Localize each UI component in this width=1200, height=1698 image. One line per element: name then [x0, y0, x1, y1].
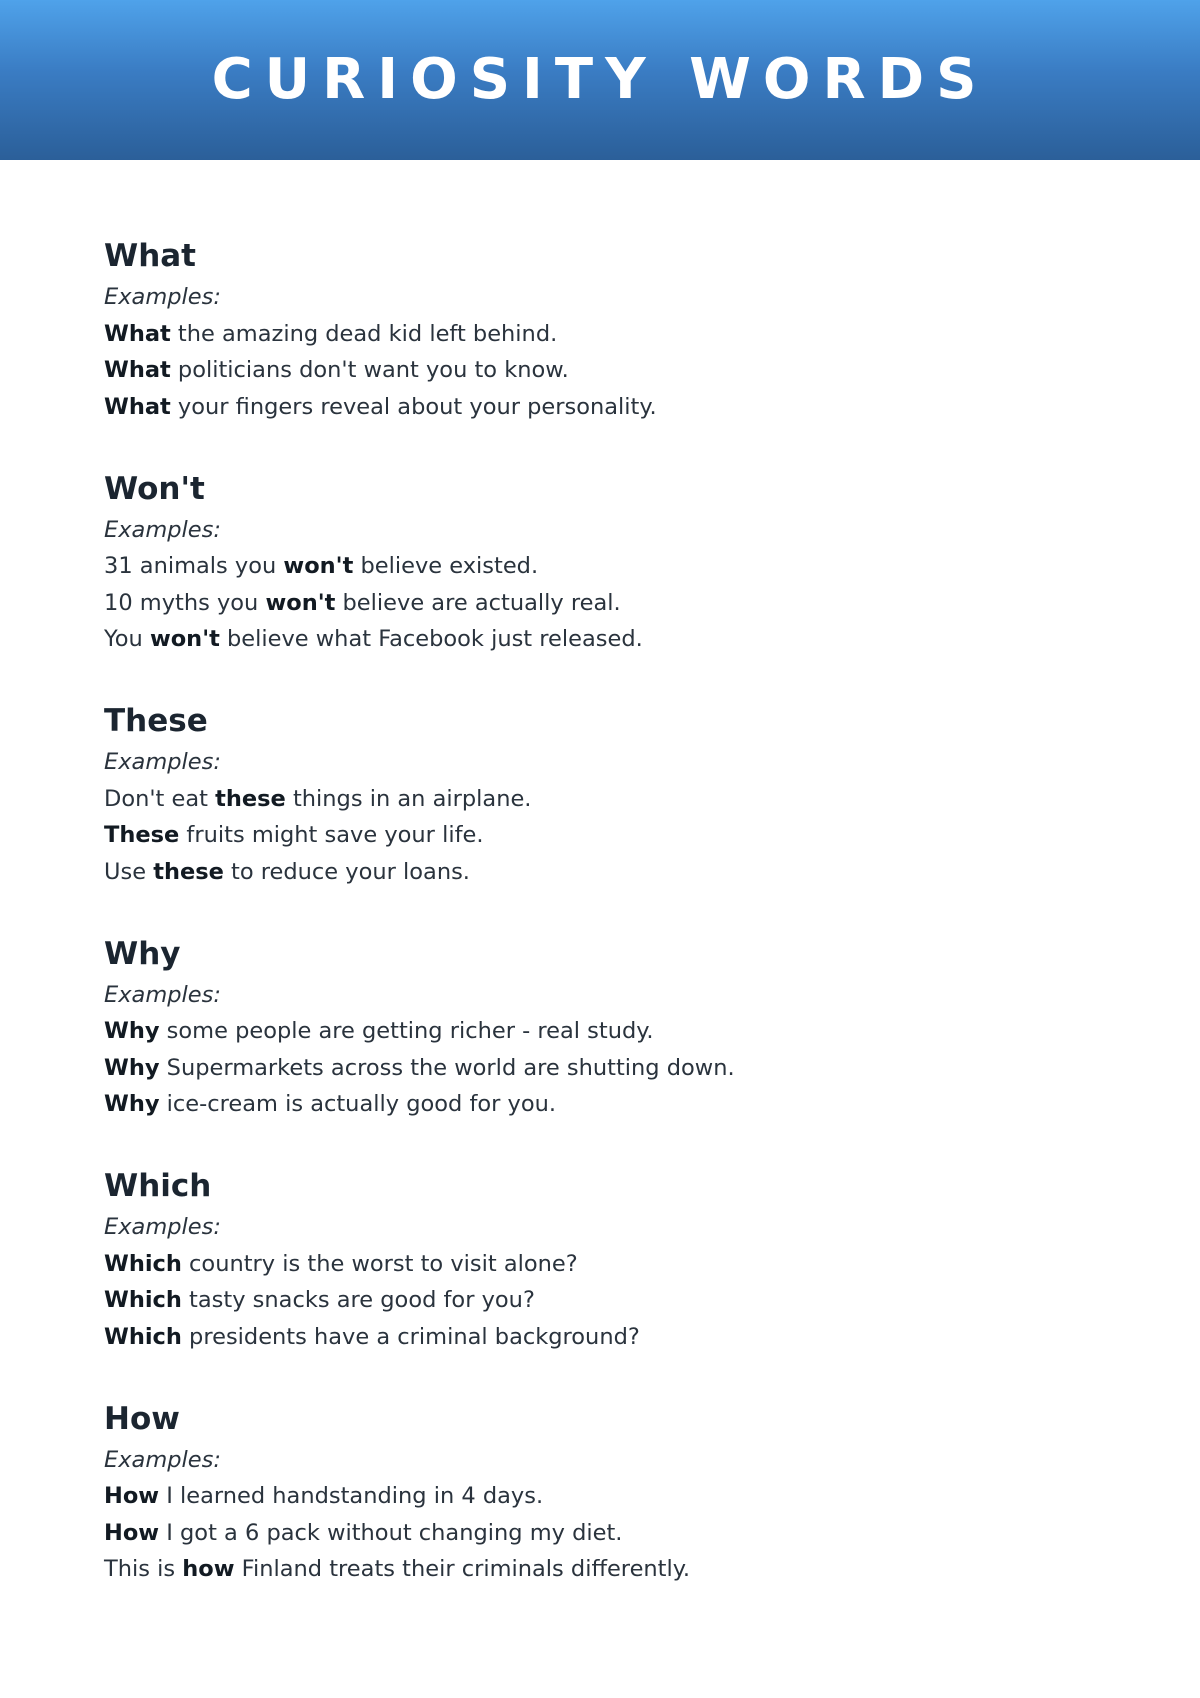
example-keyword: Which	[104, 1287, 182, 1313]
example-keyword: won't	[265, 589, 336, 616]
example-line	[104, 1050, 1104, 1087]
section-title: Which	[104, 1168, 212, 1204]
header-banner	[0, 0, 1200, 160]
section-title: Why	[104, 935, 181, 972]
section-which	[104, 1166, 1104, 1399]
example-keyword: won't	[149, 626, 220, 652]
examples-label: Examples:	[104, 516, 221, 543]
example-line	[104, 1246, 1104, 1283]
example-keyword: These	[104, 822, 180, 848]
example-suffix: the amazing dead kid left behind.	[170, 320, 558, 347]
example-keyword: Which	[104, 1323, 182, 1350]
example-suffix: presidents have a criminal background?	[181, 1323, 640, 1350]
example-keyword: Why	[104, 1018, 160, 1044]
example-line	[104, 1282, 1104, 1319]
example-line	[104, 854, 1104, 891]
example-suffix: Finland treats their criminals differently.	[234, 1556, 691, 1582]
section-title: These	[104, 703, 208, 739]
example-suffix: believe what Facebook just released.	[219, 626, 643, 652]
example-line	[104, 1551, 1104, 1588]
example-line	[104, 389, 1104, 426]
example-suffix: fruits might save your life.	[179, 822, 484, 848]
example-suffix: some people are getting richer - real study.	[159, 1018, 654, 1044]
example-line	[104, 548, 1104, 585]
examples-label: Examples:	[104, 981, 221, 1008]
examples-label: Examples:	[104, 1214, 221, 1240]
example-line	[104, 621, 1104, 658]
section-title: How	[104, 1400, 180, 1437]
example-suffix: believe existed.	[353, 553, 539, 579]
example-line	[104, 1086, 1104, 1123]
section-how	[104, 1399, 1104, 1632]
example-keyword: What	[104, 320, 171, 347]
section-title: Won't	[104, 470, 205, 507]
example-keyword: What	[104, 357, 171, 383]
section-title: What	[104, 238, 197, 274]
example-line	[104, 817, 1104, 854]
example-prefix: 31 animals you	[104, 553, 284, 579]
example-line	[104, 1319, 1104, 1356]
example-line	[104, 781, 1104, 818]
example-suffix: Supermarkets across the world are shutting down.	[159, 1054, 735, 1081]
example-line	[104, 316, 1104, 353]
example-keyword: How	[104, 1519, 160, 1546]
example-keyword: these	[215, 785, 286, 812]
example-line	[104, 1515, 1104, 1552]
example-keyword: Why	[104, 1054, 160, 1081]
example-suffix: tasty snacks are good for you?	[181, 1287, 535, 1313]
example-prefix: You	[104, 626, 150, 652]
example-keyword: Which	[104, 1250, 182, 1277]
example-suffix: things in an airplane.	[285, 785, 532, 812]
section-wont	[104, 469, 1104, 702]
example-line	[104, 352, 1104, 389]
example-suffix: politicians don't want you to know.	[170, 357, 569, 383]
examples-label: Examples:	[104, 749, 221, 775]
section-why	[104, 934, 1104, 1167]
example-suffix: to reduce your loans.	[223, 858, 470, 885]
example-line	[104, 1478, 1104, 1515]
section-these	[104, 701, 1104, 934]
example-suffix: believe are actually real.	[335, 589, 621, 616]
example-keyword: How	[104, 1483, 160, 1509]
example-prefix: This is	[104, 1556, 183, 1582]
page-title: CURIOSITY WORDS	[211, 46, 989, 112]
examples-label: Examples:	[104, 1446, 221, 1473]
example-keyword: these	[153, 858, 224, 885]
example-prefix: Use	[104, 858, 154, 885]
example-line	[104, 585, 1104, 622]
example-prefix: 10 myths you	[104, 589, 266, 616]
example-prefix: Don't eat	[104, 785, 216, 812]
example-suffix: I learned handstanding in 4 days.	[159, 1483, 544, 1509]
example-keyword: Why	[104, 1091, 160, 1117]
example-line	[104, 1013, 1104, 1050]
example-keyword: how	[182, 1556, 235, 1582]
section-what	[104, 236, 1104, 469]
example-suffix: country is the worst to visit alone?	[181, 1250, 578, 1277]
example-keyword: won't	[283, 553, 354, 579]
example-suffix: your fingers reveal about your personality.	[170, 393, 657, 420]
example-suffix: I got a 6 pack without changing my diet.	[159, 1519, 623, 1546]
examples-label: Examples:	[104, 284, 221, 310]
example-keyword: What	[104, 393, 171, 420]
example-suffix: ice-cream is actually good for you.	[159, 1091, 557, 1117]
content	[104, 236, 1104, 1631]
